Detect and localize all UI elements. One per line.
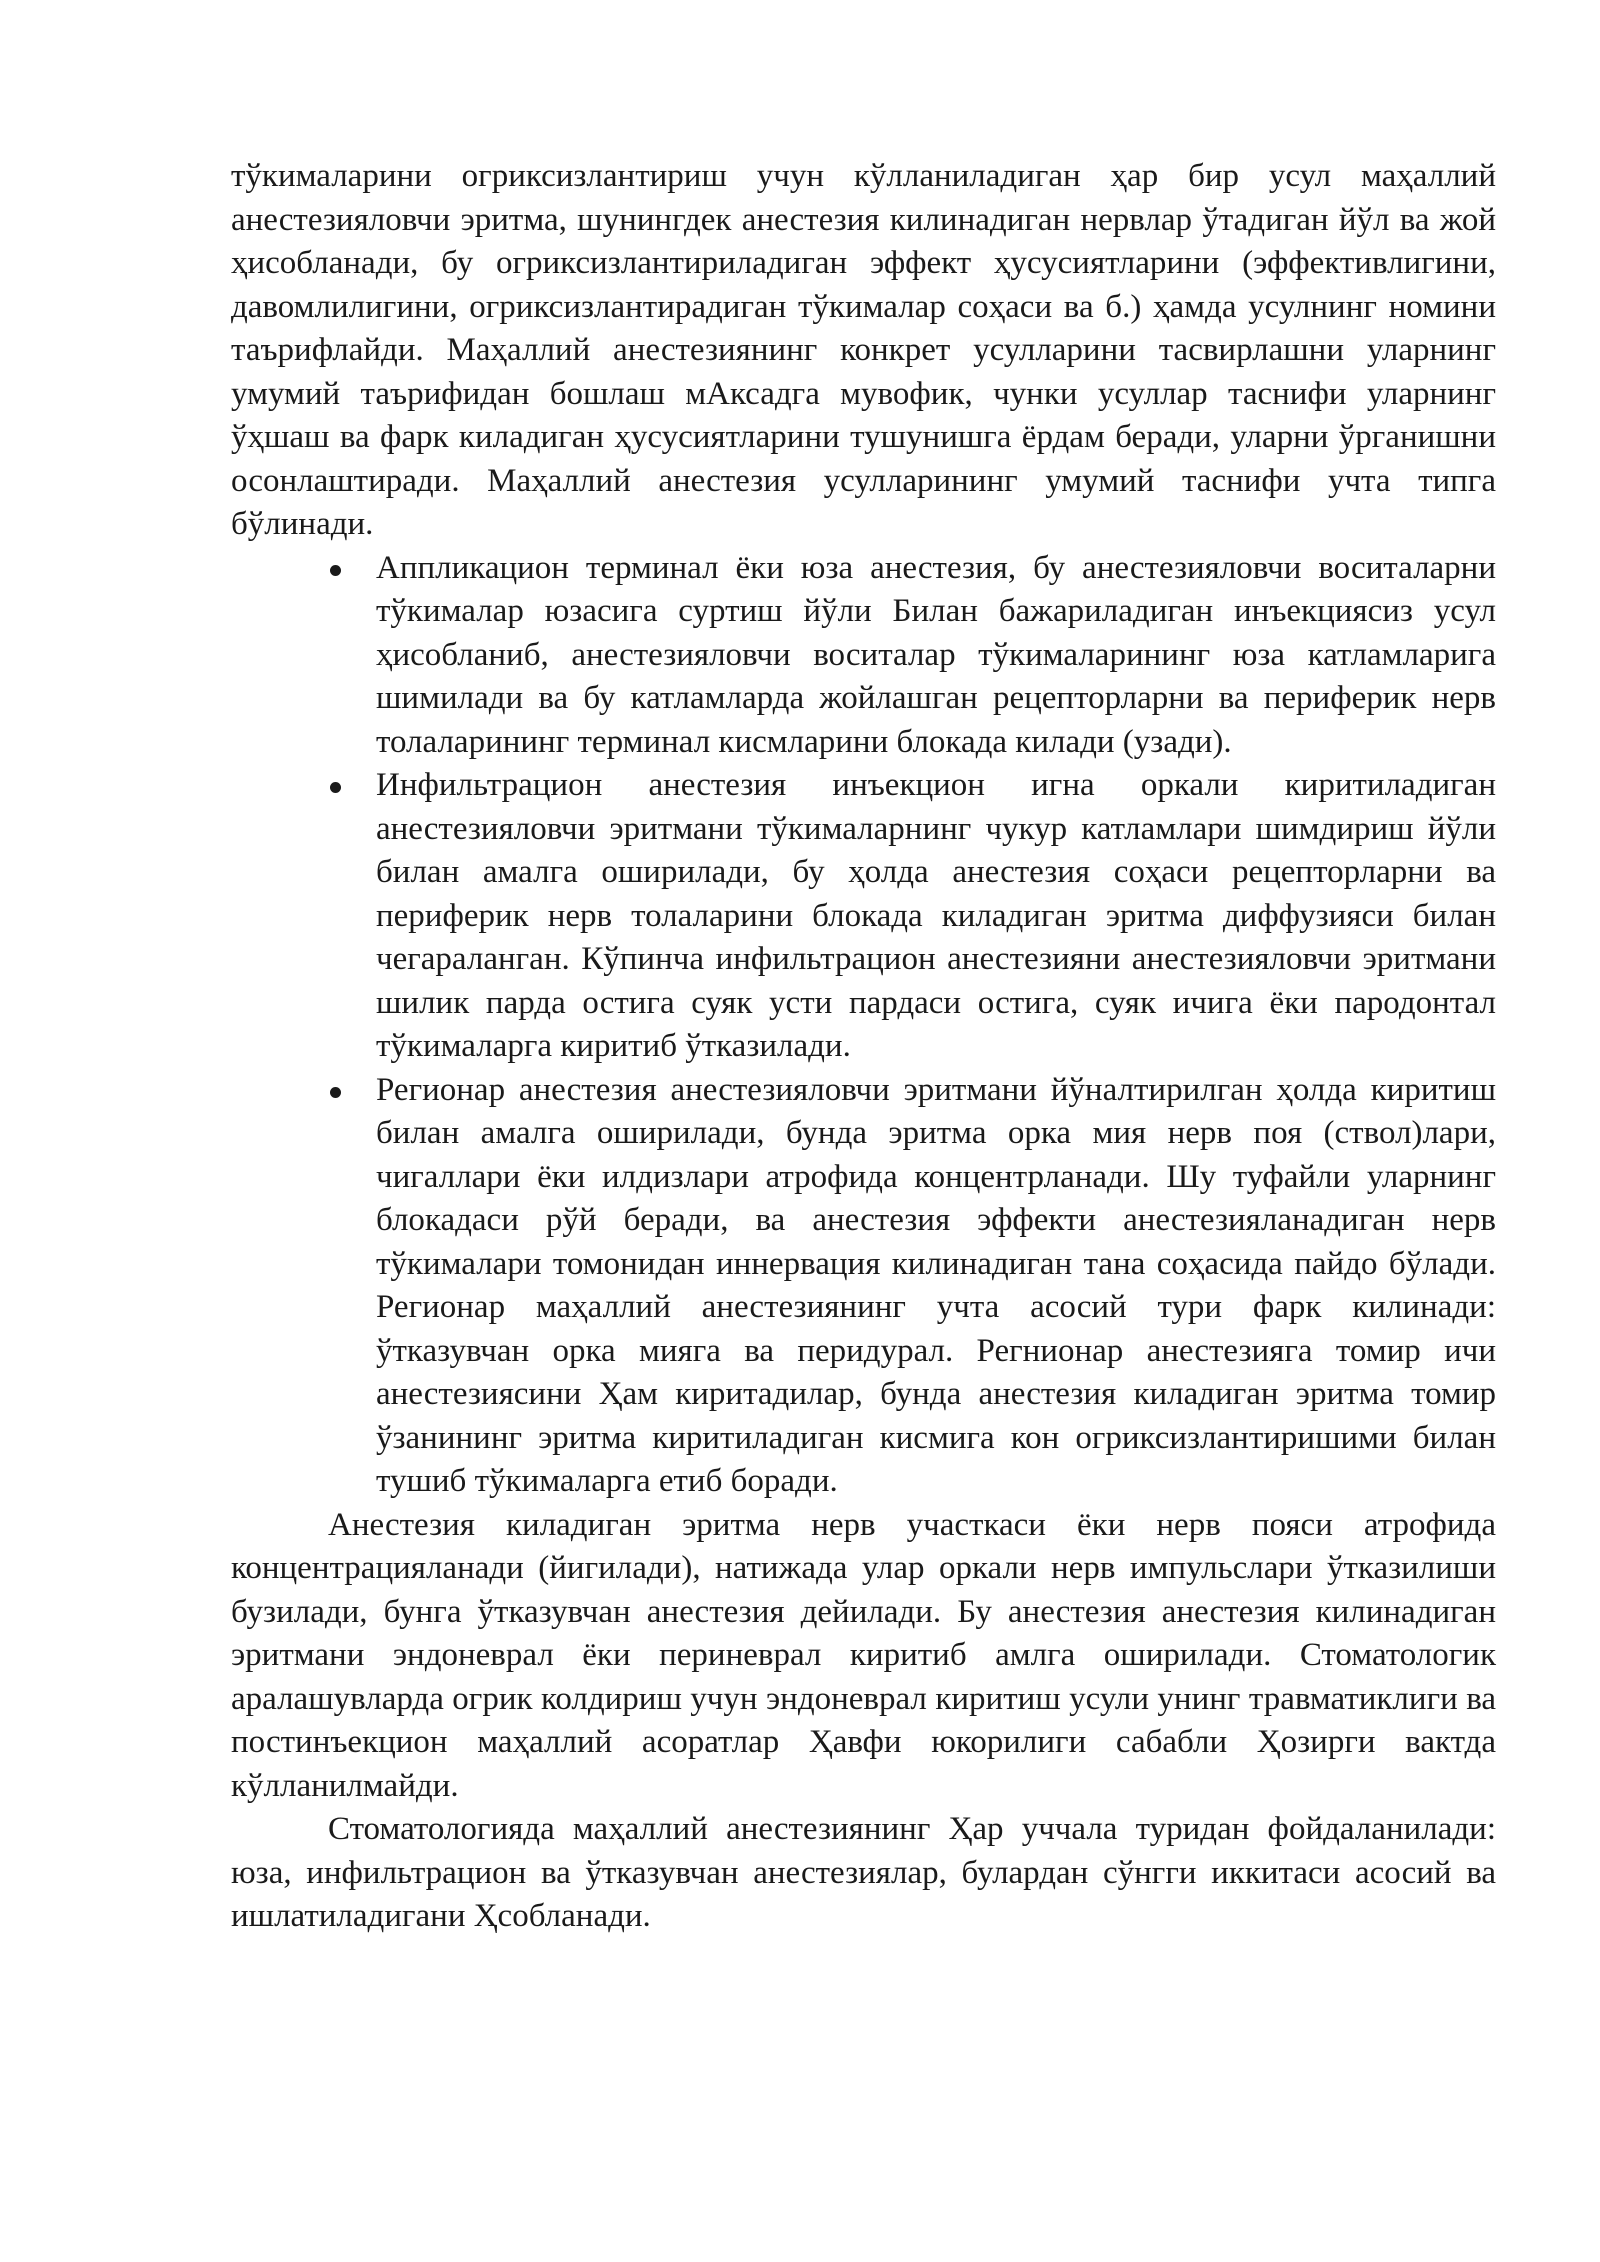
list-item [231, 764, 1496, 1069]
list-item-text: Аппликацион терминал ёки юза анестезия, бу анестезияловчи воситаларни тўкималар юзасига суртиш йўли Билан бажариладиган инъекциясиз усул ҳисобланиб, анестезияловчи воситалар тўкималарининг юза катламларига шимилади ва бу катламларда жойлашган рецепторларни ва периферик нерв толаларининг терминал кисмларини блокада килади (узади). [376, 549, 1496, 760]
document-page [231, 155, 1496, 1939]
list-item [231, 547, 1496, 765]
list-item [231, 1069, 1496, 1504]
anesthesia-types-list [231, 547, 1496, 1504]
bullet-icon [330, 565, 341, 576]
body-paragraph-conduction: Анестезия киладиган эритма нерв участкаси ёки нерв пояси атрофида концентрацияланади (йигилади), натижада улар оркали нерв импульслари ўтказилиши бузилади, бунга ўтказувчан анестезия дейилади. Бу анестезия анестезия килинадиган эритмани эндоневрал ёки периневрал киритиб амлга оширилади. Стоматологик аралашувларда огрик колдириш учун эндоневрал киритиш усули унинг травматиклиги ва постинъекцион маҳаллий асоратлар Ҳавфи юкорилиги сабабли Ҳозирги вактда кўлланилмайди. [231, 1506, 1496, 1804]
bullet-icon [330, 782, 341, 793]
list-item-text: Инфильтрацион анестезия инъекцион игна оркали киритиладиган анестезияловчи эритмани тўкималарнинг чукур катламлари шимдириш йўли билан амалга оширилади, бу ҳолда анестезия соҳаси рецепторларни ва периферик нерв толаларини блокада киладиган эритма диффузияси билан чегараланган. Кўпинча инфильтрацион анестезияни анестезияловчи эритмани шилик парда остига суяк усти пардаси остига, суяк ичига ёки пародонтал тўкималарга киритиб ўтказилади. [376, 767, 1496, 1064]
intro-paragraph: тўкималарини огриксизлантириш учун кўлланиладиган ҳар бир усул маҳаллий анестезияловчи эритма, шунингдек анестезия килинадиган нервлар ўтадиган йўл ва жой ҳисобланади, бу огриксизлантириладиган эффект ҳусусиятларини (эффективлигини, давомлилигини, огриксизлантирадиган тўкималар соҳаси ва б.) ҳамда усулнинг номини таърифлайди. Маҳаллий анестезиянинг конкрет усулларини тасвирлашни уларнинг умумий таърифидан бошлаш мАксадга мувофик, чунки усуллар таснифи уларнинг ўҳшаш ва фарк киладиган ҳусусиятларини тушунишга ёрдам беради, уларни ўрганишни осонлаштиради. Маҳаллий анестезия усулларининг умумий таснифи учта типга бўлинади. [231, 158, 1496, 542]
bullet-icon [330, 1087, 341, 1098]
list-item-text: Регионар анестезия анестезияловчи эритмани йўналтирилган ҳолда киритиш билан амалга оширилади, бунда эритма орка мия нерв поя (ствол)лари, чигаллари ёки илдизлари атрофида концентрланади. Шу туфайли уларнинг блокадаси рўй беради, ва анестезия эффекти анестезияланадиган нерв тўкималари томонидан иннервация килинадиган тана соҳасида пайдо бўлади. Регионар маҳаллий анестезиянинг учта асосий тури фарк килинади: ўтказувчан орка мияга ва перидурал. Регнионар анестезияга томир ичи анестезиясини Ҳам киритадилар, бунда анестезия киладиган эритма томир ўзанининг эритма киритиладиган кисмига кон огриксизлантиришими билан тушиб тўкималарга етиб боради. [376, 1071, 1496, 1499]
body-paragraph-summary: Стоматологияда маҳаллий анестезиянинг Ҳар уччала туридан фойдаланилади: юза, инфильтрацион ва ўтказувчан анестезиялар, булардан сўнгги иккитаси асосий ва ишлатиладигани Ҳсобланади. [231, 1811, 1496, 1934]
